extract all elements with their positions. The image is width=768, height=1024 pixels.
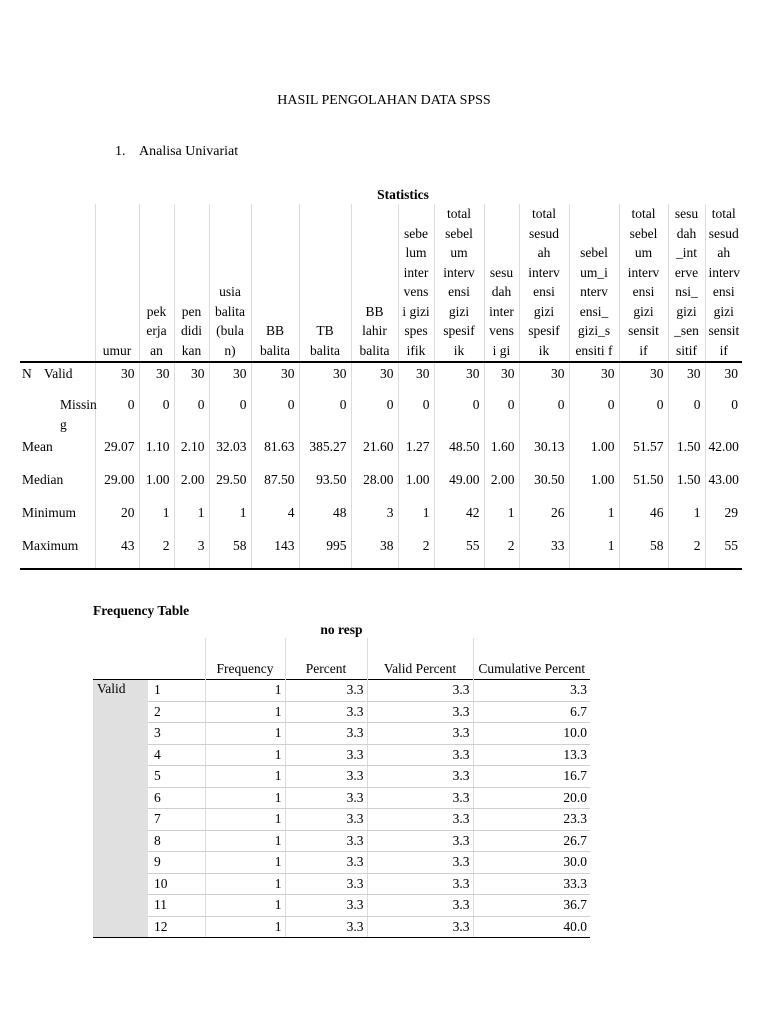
frequency-row: [93, 787, 590, 809]
frequency-cell: 40.0: [473, 916, 590, 938]
frequency-cell: 1: [205, 873, 285, 895]
stats-cell: 48: [299, 502, 351, 535]
frequency-row: [93, 701, 590, 723]
stats-cell: 1: [174, 502, 209, 535]
stats-cell: 0: [209, 394, 251, 436]
stats-cell: 30: [351, 362, 398, 394]
stats-cell: 26: [519, 502, 569, 535]
stats-cell: 1.00: [569, 469, 619, 502]
stats-cell: 2: [398, 535, 434, 569]
stats-cell: 20: [95, 502, 139, 535]
stats-cell: 2.00: [484, 469, 519, 502]
frequency-cell: 3.3: [285, 680, 367, 702]
row-label: N: [22, 366, 32, 381]
frequency-cell: 23.3: [473, 809, 590, 831]
frequency-row: [93, 895, 590, 917]
stats-cell: 32.03: [209, 436, 251, 469]
stats-cell: 1: [569, 502, 619, 535]
frequency-cell: 3.3: [367, 873, 473, 895]
row-label: Minimum: [22, 505, 77, 520]
stats-column-header: pen didi kan: [174, 204, 209, 362]
stats-cell: 4: [251, 502, 299, 535]
frequency-cell: 3.3: [367, 916, 473, 938]
frequency-cell: 3.3: [367, 723, 473, 745]
column-header: Percent: [285, 638, 367, 680]
frequency-cell: 1: [205, 852, 285, 874]
frequency-cell: 3.3: [473, 680, 590, 702]
stats-cell: 30.13: [519, 436, 569, 469]
stats-cell: 0: [668, 394, 705, 436]
frequency-cell: 16.7: [473, 766, 590, 788]
frequency-row: [93, 830, 590, 852]
stats-cell: 93.50: [299, 469, 351, 502]
stats-cell: 0: [619, 394, 668, 436]
frequency-cell: 3.3: [367, 830, 473, 852]
stats-column-header: sesu dah inter vens i gi: [484, 204, 519, 362]
stats-cell: 42.00: [705, 436, 742, 469]
frequency-header-row: [93, 638, 590, 680]
frequency-row: [93, 852, 590, 874]
stats-column-header: total sebel um interv ensi gizi sensit if: [619, 204, 668, 362]
stats-cell: 38: [351, 535, 398, 569]
stats-cell: 30: [251, 362, 299, 394]
stats-cell: 2.00: [174, 469, 209, 502]
stats-cell: 30: [619, 362, 668, 394]
stats-cell: 21.60: [351, 436, 398, 469]
frequency-cell: 33.3: [473, 873, 590, 895]
corner-cell: [20, 204, 95, 362]
stats-cell: 1: [484, 502, 519, 535]
stats-cell: 30.50: [519, 469, 569, 502]
stats-cell: 1: [139, 502, 174, 535]
corner-cell: [93, 638, 205, 680]
stats-column-header: BB lahir balita: [351, 204, 398, 362]
stats-cell: 0: [174, 394, 209, 436]
frequency-row: [93, 723, 590, 745]
stats-cell: 1: [209, 502, 251, 535]
frequency-cell: 1: [205, 680, 285, 702]
frequency-cell: 3.3: [367, 895, 473, 917]
stats-cell: 28.00: [351, 469, 398, 502]
frequency-cell: 3.3: [367, 787, 473, 809]
frequency-cell: 1: [205, 701, 285, 723]
row-label: [20, 394, 42, 436]
stats-cell: 0: [569, 394, 619, 436]
frequency-cell: 3.3: [285, 895, 367, 917]
stats-cell: 385.27: [299, 436, 351, 469]
stats-row: [20, 394, 742, 436]
frequency-cell: 3.3: [285, 830, 367, 852]
stats-cell: 30: [519, 362, 569, 394]
frequency-cell: 3.3: [285, 766, 367, 788]
stats-column-header: TB balita: [299, 204, 351, 362]
stats-cell: 58: [209, 535, 251, 569]
frequency-cell: 1: [205, 723, 285, 745]
column-header: Frequency: [205, 638, 285, 680]
stats-cell: 3: [351, 502, 398, 535]
row-label: Median: [22, 472, 64, 487]
section-title: Analisa Univariat: [139, 144, 239, 159]
stats-cell: 1.10: [139, 436, 174, 469]
stats-row: [20, 535, 742, 569]
stats-cell: 2: [139, 535, 174, 569]
stats-cell: 0: [251, 394, 299, 436]
frequency-cell: 3.3: [285, 916, 367, 938]
category-cell: 10: [148, 873, 205, 895]
frequency-cell: 3.3: [285, 701, 367, 723]
stats-row: [20, 436, 742, 469]
frequency-cell: 1: [205, 766, 285, 788]
stats-cell: 1.50: [668, 469, 705, 502]
frequency-caption: no resp: [320, 622, 363, 637]
stats-cell: 1: [668, 502, 705, 535]
group-label: Valid: [93, 680, 148, 938]
stats-cell: 55: [434, 535, 484, 569]
frequency-cell: 1: [205, 809, 285, 831]
stats-cell: 81.63: [251, 436, 299, 469]
frequency-row: [93, 680, 590, 702]
frequency-cell: 3.3: [367, 766, 473, 788]
row-label: Maximum: [22, 538, 79, 553]
stats-cell: 1: [398, 502, 434, 535]
category-cell: 11: [148, 895, 205, 917]
document-title: HASIL PENGOLAHAN DATA SPSS: [277, 93, 491, 108]
stats-column-header: total sebel um interv ensi gizi spesif ik: [434, 204, 484, 362]
frequency-cell: 3.3: [367, 744, 473, 766]
category-cell: 3: [148, 723, 205, 745]
stats-cell: 30: [398, 362, 434, 394]
statistics-table: [20, 204, 742, 570]
stats-cell: 55: [705, 535, 742, 569]
stats-cell: 2: [668, 535, 705, 569]
stats-cell: 30: [705, 362, 742, 394]
stats-cell: 0: [95, 394, 139, 436]
column-header: Valid Percent: [367, 638, 473, 680]
stats-cell: 1.00: [398, 469, 434, 502]
stats-cell: 42: [434, 502, 484, 535]
stats-cell: 1.27: [398, 436, 434, 469]
stats-cell: 0: [434, 394, 484, 436]
frequency-cell: 30.0: [473, 852, 590, 874]
stats-cell: 30: [174, 362, 209, 394]
stats-cell: 2.10: [174, 436, 209, 469]
stats-cell: 49.00: [434, 469, 484, 502]
stats-cell: 51.50: [619, 469, 668, 502]
stats-cell: 0: [519, 394, 569, 436]
frequency-cell: 3.3: [367, 680, 473, 702]
frequency-cell: 1: [205, 744, 285, 766]
stats-cell: 0: [351, 394, 398, 436]
section-heading: [115, 144, 238, 160]
stats-cell: 1.50: [668, 436, 705, 469]
frequency-cell: 3.3: [285, 744, 367, 766]
frequency-cell: 26.7: [473, 830, 590, 852]
stats-cell: 58: [619, 535, 668, 569]
frequency-row: [93, 916, 590, 938]
frequency-row: [93, 744, 590, 766]
category-cell: 1: [148, 680, 205, 702]
stats-column-header: sebel um_i nterv ensi_ gizi_s ensiti f: [569, 204, 619, 362]
frequency-cell: 20.0: [473, 787, 590, 809]
stats-cell: 1.00: [569, 436, 619, 469]
frequency-cell: 3.3: [367, 701, 473, 723]
frequency-table: [93, 638, 590, 938]
stats-cell: 29.50: [209, 469, 251, 502]
stats-cell: 0: [398, 394, 434, 436]
stats-cell: 29.00: [95, 469, 139, 502]
stats-row: [20, 362, 742, 394]
category-cell: 12: [148, 916, 205, 938]
stats-cell: 1.00: [139, 469, 174, 502]
stats-cell: 30: [139, 362, 174, 394]
category-cell: 5: [148, 766, 205, 788]
stats-column-header: sesu dah _int erve nsi_ gizi _sen sitif: [668, 204, 705, 362]
stats-cell: 48.50: [434, 436, 484, 469]
stats-column-header: usia balita (bula n): [209, 204, 251, 362]
stats-column-header: sebe lum inter vens i gizi spes ifik: [398, 204, 434, 362]
stats-cell: 29.07: [95, 436, 139, 469]
stats-cell: 0: [705, 394, 742, 436]
stats-column-header: umur: [95, 204, 139, 362]
frequency-row: [93, 809, 590, 831]
frequency-cell: 1: [205, 787, 285, 809]
stats-cell: 30: [569, 362, 619, 394]
row-label: Mean: [22, 439, 53, 454]
stats-row: [20, 502, 742, 535]
stats-cell: 0: [139, 394, 174, 436]
stats-cell: 43.00: [705, 469, 742, 502]
statistics-caption: Statistics: [377, 187, 429, 202]
stats-cell: 1: [569, 535, 619, 569]
stats-cell: 30: [434, 362, 484, 394]
stats-cell: 43: [95, 535, 139, 569]
stats-column-header: pek erja an: [139, 204, 174, 362]
stats-column-header: total sesud ah interv ensi gizi spesif ik: [519, 204, 569, 362]
stats-cell: 995: [299, 535, 351, 569]
stats-column-header: BB balita: [251, 204, 299, 362]
category-cell: 6: [148, 787, 205, 809]
frequency-cell: 1: [205, 916, 285, 938]
frequency-cell: 13.3: [473, 744, 590, 766]
stats-cell: 51.57: [619, 436, 668, 469]
stats-cell: 0: [299, 394, 351, 436]
stats-cell: 46: [619, 502, 668, 535]
stats-cell: 30: [668, 362, 705, 394]
stats-cell: 30: [95, 362, 139, 394]
category-cell: 7: [148, 809, 205, 831]
stats-cell: 143: [251, 535, 299, 569]
category-cell: 4: [148, 744, 205, 766]
frequency-row: [93, 766, 590, 788]
frequency-cell: 3.3: [285, 852, 367, 874]
frequency-cell: 3.3: [285, 787, 367, 809]
row-sublabel: Missin g: [60, 397, 97, 432]
frequency-cell: 3.3: [367, 809, 473, 831]
frequency-cell: 1: [205, 895, 285, 917]
stats-cell: 30: [484, 362, 519, 394]
stats-cell: 0: [484, 394, 519, 436]
stats-cell: 1.60: [484, 436, 519, 469]
stats-cell: 3: [174, 535, 209, 569]
category-cell: 2: [148, 701, 205, 723]
stats-cell: 30: [299, 362, 351, 394]
frequency-cell: 6.7: [473, 701, 590, 723]
frequency-table-title: Frequency Table: [93, 603, 190, 618]
frequency-cell: 1: [205, 830, 285, 852]
stats-column-header: total sesud ah interv ensi gizi sensit if: [705, 204, 742, 362]
frequency-cell: 3.3: [285, 873, 367, 895]
category-cell: 8: [148, 830, 205, 852]
stats-cell: 29: [705, 502, 742, 535]
stats-cell: 87.50: [251, 469, 299, 502]
frequency-cell: 10.0: [473, 723, 590, 745]
stats-cell: 33: [519, 535, 569, 569]
frequency-row: [93, 873, 590, 895]
frequency-cell: 3.3: [285, 723, 367, 745]
frequency-cell: 36.7: [473, 895, 590, 917]
row-sublabel: Valid: [44, 366, 73, 381]
stats-cell: 2: [484, 535, 519, 569]
stats-row: [20, 469, 742, 502]
frequency-cell: 3.3: [285, 809, 367, 831]
section-number: 1.: [115, 144, 126, 159]
column-header: Cumulative Percent: [473, 638, 590, 680]
frequency-cell: 3.3: [367, 852, 473, 874]
category-cell: 9: [148, 852, 205, 874]
statistics-header-row: [20, 204, 742, 362]
stats-cell: 30: [209, 362, 251, 394]
